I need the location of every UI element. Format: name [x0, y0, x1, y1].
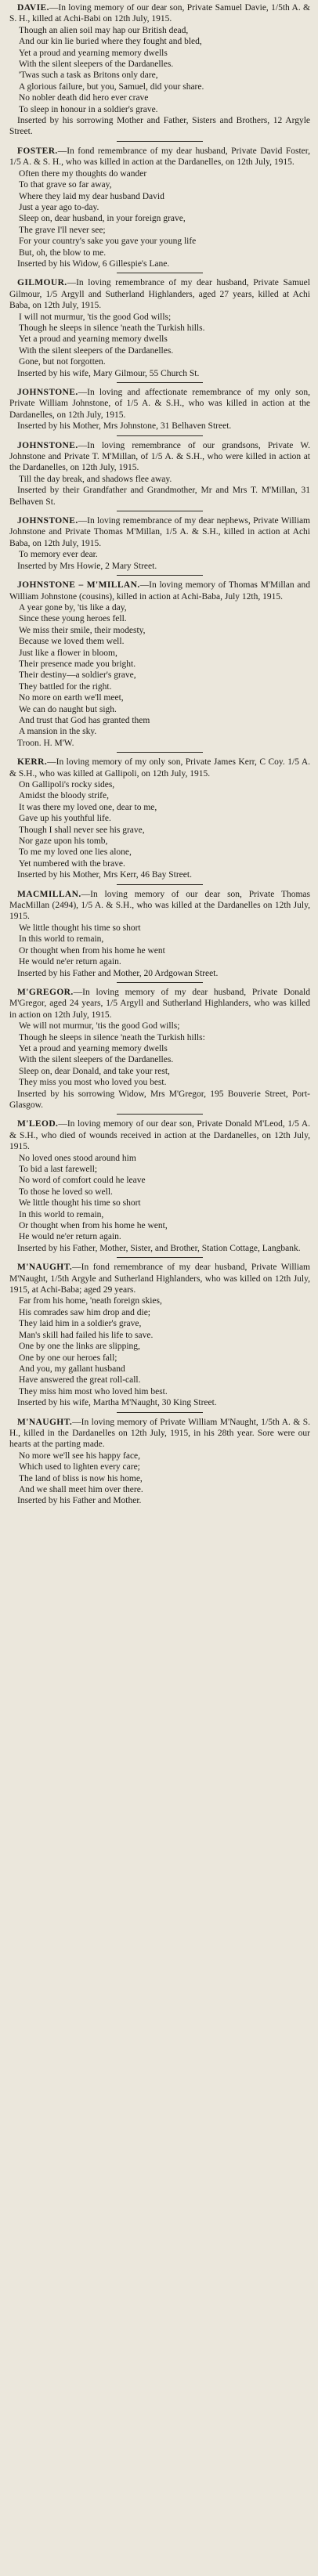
- verse-line: To bid a last farewell;: [19, 1165, 98, 1174]
- verse-line: I will not murmur, 'tis the good God wills;: [19, 312, 172, 322]
- verse-line: Yet a proud and yearning memory dwells: [19, 48, 168, 58]
- verse-line: Though he sleeps in silence 'neath the Turkish hills:: [19, 1032, 205, 1042]
- verse-line: Yet numbered with the brave.: [19, 858, 125, 869]
- verse-line: Their destiny—a soldier's grave,: [19, 670, 136, 681]
- verse-line: Sleep on, dear husband, in your foreign grave,: [19, 214, 186, 224]
- verse-line: To those he loved so well.: [19, 1187, 113, 1197]
- separator-rule: [117, 752, 203, 753]
- memorial-notice: [9, 387, 310, 432]
- notice-surname: M'LEOD.: [17, 1119, 59, 1129]
- notice-text: —In loving memory of our dear son, Private Samuel Davie, 1/5th A. & S. H., killed at Achi-Babi on 12th July, 1915.: [9, 3, 310, 24]
- verse-line: Where they laid my dear husband David: [19, 191, 164, 201]
- verse-line: No more on earth we'll meet,: [19, 693, 124, 703]
- notice-text: —In loving memory of our dear son, Private Donald M'Leod, 1/5 A. & S.H., who died of wounds received in action at the Dardanelles, on 12th July, 1915.: [9, 1119, 310, 1152]
- verse-line: We will not murmur, 'tis the good God wills;: [19, 1021, 180, 1031]
- verse-line: Often there my thoughts do wander: [19, 168, 147, 179]
- verse-line: A mansion in the sky.: [19, 727, 97, 737]
- notice-body: [9, 1262, 310, 1295]
- verse-line: Have answered the great roll-call.: [19, 1375, 141, 1386]
- notice-body: [9, 2, 310, 25]
- verse-line: To me my loved one lies alone,: [19, 847, 132, 858]
- notice-body: [9, 987, 310, 1021]
- separator-rule: [117, 1114, 203, 1115]
- notice-inserted-by: Inserted by his Father and Mother, 20 Ardgowan Street.: [17, 968, 219, 978]
- notice-text: —In loving memory of our dear son, Private Thomas MacMillan (2494), 1/5 A. & S.H., who was killed at the Dardanelles on 12th July, 1915.: [9, 889, 310, 922]
- memorial-notice: [9, 277, 310, 379]
- notice-text: —In loving memory of my only son, Private James Kerr, C Coy. 1/5 A. & S.H., who was killed at Gallipoli, on 12th July, 1915.: [9, 757, 310, 779]
- notice-body: [9, 1417, 310, 1451]
- notice-body: [9, 889, 310, 923]
- verse-line: Though an alien soil may hap our British dead,: [19, 25, 189, 35]
- notice-body: [9, 440, 310, 474]
- notice-inserted-by: Inserted by their Grandfather and Grandmother, Mr and Mrs T. M'Millan, 31 Belhaven St.: [9, 486, 310, 507]
- verse-line: To sleep in honour in a soldier's grave.: [19, 104, 158, 114]
- notice-body: [9, 277, 310, 311]
- verse-line: He would ne'er return again.: [19, 1232, 121, 1242]
- separator-rule: [117, 1257, 203, 1258]
- verse-line: Yet a proud and yearning memory dwells: [19, 1043, 168, 1053]
- separator-rule: [117, 382, 203, 383]
- verse-line: We little thought his time so short: [19, 923, 141, 933]
- notice-text: —In loving memory of Thomas M'Millan and William Johnstone (cousins), killed in action at Achi-Baba, July 12th, 1915.: [9, 580, 310, 602]
- separator-rule: [117, 982, 203, 983]
- memorial-notice: [9, 987, 310, 1111]
- notice-inserted-by: Inserted by his wife, Martha M'Naught, 30 King Street.: [17, 1398, 217, 1408]
- verse-line: One by one the links are slipping,: [19, 1342, 140, 1352]
- notice-surname: FOSTER.: [17, 146, 58, 156]
- notice-inserted-by: Inserted by his Mother, Mrs Johnstone, 31 Belhaven Street.: [17, 421, 232, 432]
- memorial-notice: [9, 1118, 310, 1254]
- notice-body: [9, 387, 310, 421]
- notice-text: —In loving memory of Private William M'Naught, 1/5th A. & S. H., killed in the Dardanelles on 12th July, 1915, in his 28th year. Sore were our hearts at the parting made.: [9, 1417, 310, 1450]
- verse-line: One by one our heroes fall;: [19, 1353, 117, 1363]
- verse-line: Far from his home, 'neath foreign skies,: [19, 1296, 162, 1306]
- memorial-notice: [9, 515, 310, 572]
- verse-line: Because we loved them well.: [19, 637, 125, 647]
- verse-line: Yet a proud and yearning memory dwells: [19, 334, 168, 345]
- verse-line: With the silent sleepers of the Dardanelles.: [19, 345, 174, 356]
- notice-surname: GILMOUR.: [17, 278, 67, 288]
- verse-line: And you, my gallant husband: [19, 1364, 125, 1374]
- notice-text: —In loving remembrance of my dear nephews, Private William Johnstone and Private Thomas M'Millan, 1/5 A. & S.H., killed in action at Achi Baba, on 12th July, 1915.: [9, 516, 310, 548]
- verse-line: Gone, but not forgotten.: [19, 357, 106, 367]
- notice-surname: JOHNSTONE.: [17, 388, 78, 397]
- notice-surname: M'NAUGHT.: [17, 1263, 73, 1273]
- verse-line: The land of bliss is now his home,: [19, 1473, 143, 1483]
- notice-body: [9, 515, 310, 549]
- verse-line: We little thought his time so short: [19, 1198, 141, 1209]
- memorial-notice: [9, 757, 310, 880]
- notice-surname: KERR.: [17, 757, 48, 768]
- verse-line: A glorious failure, but you, Samuel, did your share.: [19, 81, 204, 92]
- notice-body: [9, 757, 310, 779]
- notice-inserted-by: Inserted by his sorrowing Widow, Mrs M'Gregor, 195 Bouverie Street, Port-Glasgow.: [9, 1089, 310, 1110]
- verse-line: Gave up his youthful life.: [19, 814, 111, 824]
- notice-surname: JOHNSTONE.: [17, 440, 78, 450]
- verse-line: No word of comfort could he leave: [19, 1176, 146, 1186]
- notice-surname: JOHNSTONE – M'MILLAN.: [17, 580, 140, 591]
- notice-text: —In fond remembrance of my dear husband, Private David Foster, 1/5 A. & S. H., who was killed in action at the Dardanelles, on 12th July, 1915.: [9, 146, 310, 168]
- notice-surname: DAVIE.: [17, 3, 49, 13]
- separator-rule: [117, 141, 203, 142]
- verse-line: For your country's sake you gave your young life: [19, 237, 197, 247]
- verse-line: Which used to lighten every care;: [19, 1462, 140, 1472]
- verse-line: No loved ones stood around him: [19, 1153, 136, 1163]
- notice-surname: MACMILLAN.: [17, 889, 81, 899]
- verse-line: In this world to remain,: [19, 934, 104, 945]
- verse-line: We can do naught but sigh.: [19, 704, 117, 714]
- verse-line: The grave I'll never see;: [19, 225, 106, 235]
- verse-line: Sleep on, dear Donald, and take your rest,: [19, 1066, 170, 1076]
- verse-line: To memory ever dear.: [19, 550, 98, 560]
- verse-line: They miss him most who loved him best.: [19, 1386, 168, 1396]
- notice-inserted-by: Inserted by his Father, Mother, Sister, and Brother, Station Cottage, Langbank.: [17, 1243, 301, 1253]
- verse-line: On Gallipoli's rocky sides,: [19, 780, 115, 789]
- notice-inserted-by: Inserted by his Widow, 6 Gillespie's Lane.: [17, 258, 170, 269]
- notice-text: —In loving remembrance of our grandsons, Private W. Johnstone and Private T. M'Millan, of 1/5 A. & S.H., who were killed in action at the Dardanelles, on 12th July, 1915.: [9, 440, 310, 473]
- notice-body: [9, 146, 310, 168]
- verse-line: His comrades saw him drop and die;: [19, 1307, 150, 1317]
- notice-inserted-by: Inserted by Mrs Howie, 2 Mary Street.: [17, 561, 157, 571]
- notice-inserted-by: Inserted by his Father and Mother.: [17, 1496, 142, 1506]
- separator-rule: [117, 575, 203, 576]
- verse-line: And trust that God has granted them: [19, 715, 150, 725]
- separator-rule: [117, 435, 203, 436]
- notice-surname: M'NAUGHT.: [17, 1417, 73, 1427]
- verse-line: They miss you most who loved you best.: [19, 1078, 167, 1088]
- verse-line: Just like a flower in bloom,: [19, 648, 117, 658]
- verse-line: Their presence made you bright.: [19, 659, 136, 669]
- memorial-notice: [9, 146, 310, 269]
- verse-line: To that grave so far away,: [19, 180, 112, 190]
- verse-line: Since these young heroes fell.: [19, 614, 127, 624]
- notice-inserted-by: Inserted by his Mother, Mrs Kerr, 46 Bay Street.: [17, 870, 192, 880]
- memorial-notice: [9, 580, 310, 749]
- notice-inserted-by: Troon. H. M'W.: [17, 738, 74, 748]
- verse-line: Or thought when from his home he went: [19, 945, 165, 956]
- memorial-notice: [9, 440, 310, 508]
- verse-line: 'Twas such a task as Britons only dare,: [19, 70, 158, 81]
- verse-line: A year gone by, 'tis like a day,: [19, 602, 127, 612]
- verse-line: Nor gaze upon his tomb,: [19, 836, 108, 847]
- verse-line: Just a year ago to-day.: [19, 202, 99, 212]
- memorial-notice: [9, 2, 310, 138]
- notice-text: —In loving remembrance of my dear husband, Private Samuel Gilmour, 1/5 Argyll and Sutherland Highlanders, aged 27 years, killed at Achi Baba, on 12th July, 1915.: [9, 278, 310, 311]
- separator-rule: [117, 884, 203, 885]
- verse-line: But, oh, the blow to me.: [19, 247, 107, 258]
- separator-rule: [117, 1412, 203, 1413]
- verse-line: And we shall meet him over there.: [19, 1484, 143, 1494]
- verse-line: They battled for the right.: [19, 681, 112, 692]
- verse-line: They laid him in a soldier's grave,: [19, 1319, 142, 1329]
- verse-line: With the silent sleepers of the Dardanelles.: [19, 1055, 174, 1065]
- notice-text: —In loving and affectionate remembrance of my only son, Private William Johnstone, of 1/5 A. & S.H., who was killed in action at the Dardanelles, on 12th July, 1915.: [9, 388, 310, 420]
- verse-line: He would ne'er return again.: [19, 957, 121, 967]
- verse-line: No nobler death did hero ever crave: [19, 93, 149, 103]
- memorial-notice: [9, 1417, 310, 1507]
- notice-body: [9, 580, 310, 602]
- verse-line: No more we'll see his happy face,: [19, 1451, 141, 1461]
- verse-line: Amidst the bloody strife,: [19, 791, 109, 801]
- verse-line: With the silent sleepers of the Dardanelles.: [19, 60, 174, 70]
- verse-line: In this world to remain,: [19, 1209, 104, 1219]
- verse-line: Man's skill had failed his life to save.: [19, 1330, 154, 1340]
- verse-line: Though I shall never see his grave,: [19, 825, 145, 835]
- verse-line: Till the day break, and shadows flee away.: [19, 474, 172, 484]
- memorial-notice: [9, 889, 310, 979]
- verse-line: And our kin lie buried where they fought and bled,: [19, 37, 202, 47]
- verse-line: It was there my loved one, dear to me,: [19, 802, 157, 812]
- notice-text: —In loving memory of my dear husband, Private Donald M'Gregor, aged 24 years, 1/5 Argyll and Sutherland Highlanders, who was killed in action on 12th July, 1915.: [9, 987, 310, 1020]
- notice-body: [9, 1118, 310, 1152]
- verse-line: We miss their smile, their modesty,: [19, 625, 146, 635]
- notice-surname: M'GREGOR.: [17, 987, 74, 997]
- notice-inserted-by: Inserted by his sorrowing Mother and Father, Sisters and Brothers, 12 Argyle Street.: [9, 116, 310, 137]
- memorial-notice: [9, 1262, 310, 1408]
- notice-inserted-by: Inserted by his wife, Mary Gilmour, 55 Church St.: [17, 368, 200, 378]
- verse-line: Though he sleeps in silence 'neath the Turkish hills.: [19, 323, 205, 333]
- verse-line: Or thought when from his home he went,: [19, 1221, 168, 1231]
- notice-text: —In fond remembrance of my dear husband, Private William M'Naught, 1/5th Argyle and Sutherland Highlanders, who was killed on 12th July, 1915, at Achi-Baba; aged 29 years.: [9, 1263, 310, 1295]
- notice-surname: JOHNSTONE.: [17, 516, 78, 526]
